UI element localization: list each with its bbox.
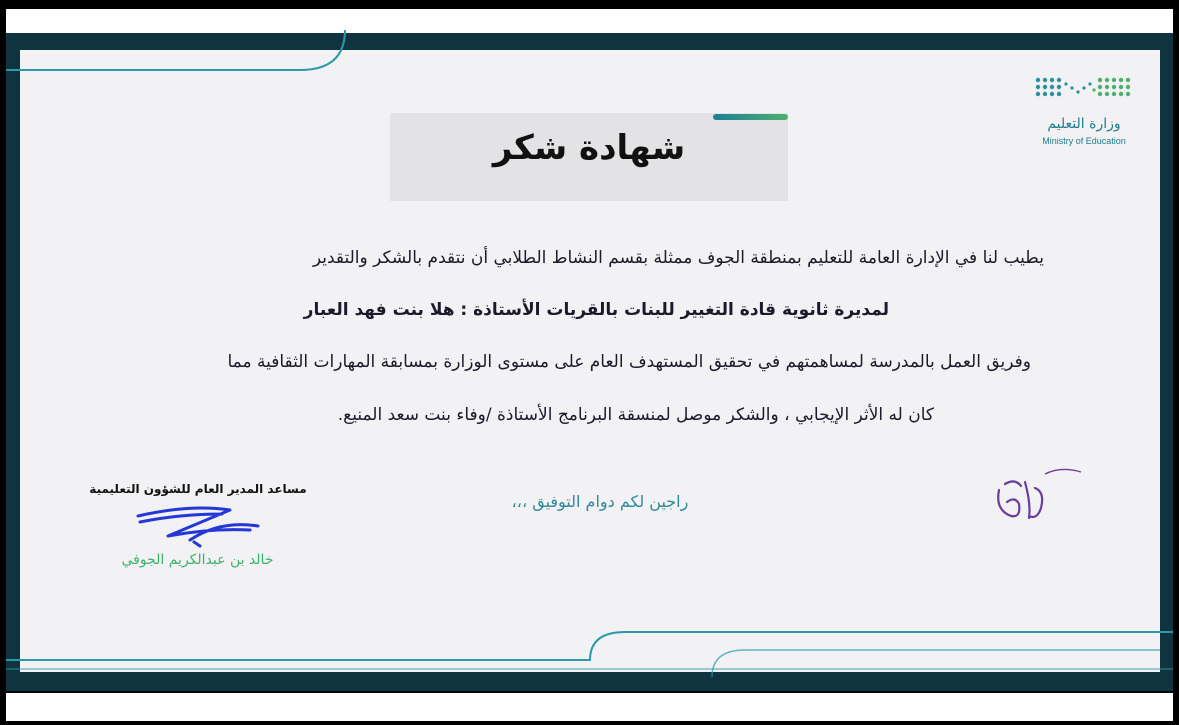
calligraphy-stamp-icon — [985, 460, 1085, 530]
ministry-dots-icon — [1030, 72, 1138, 112]
title-accent-bar — [713, 114, 788, 120]
signatory-name: خالد بن عبدالكريم الجوفي — [121, 552, 274, 568]
signatory-title: مساعد المدير العام للشؤون التعليمية — [89, 482, 307, 496]
ministry-name-arabic: وزارة التعليم — [1047, 116, 1121, 132]
certificate-title: شهادة شكر — [492, 128, 686, 168]
body-line-3: وفريق العمل بالمدرسة لمساهمتهم في تحقيق المستهدف العام على مستوى الوزارة بمسابقة المهارات الثقافية مما — [227, 352, 1031, 372]
ministry-name-english: Ministry of Education — [1042, 136, 1126, 146]
body-line-4: كان له الأثر الإيجابي ، والشكر موصل لمنسقة البرنامج الأستاذة /وفاء بنت سعد المنيع. — [337, 405, 934, 425]
body-line-1: يطيب لنا في الإدارة العامة للتعليم بمنطقة الجوف ممثلة بقسم النشاط الطلابي أن نتقدم بالشكر والتقدير — [312, 248, 1044, 268]
body-line-2: لمديرة ثانوية قادة التغيير للبنات بالقريات الأستاذة : هلا بنت فهد العبار — [303, 300, 889, 320]
handwritten-signature — [130, 500, 270, 550]
closing-wishes: راجين لكم دوام التوفيق ،،، — [511, 492, 689, 511]
ministry-logo — [1030, 72, 1138, 152]
